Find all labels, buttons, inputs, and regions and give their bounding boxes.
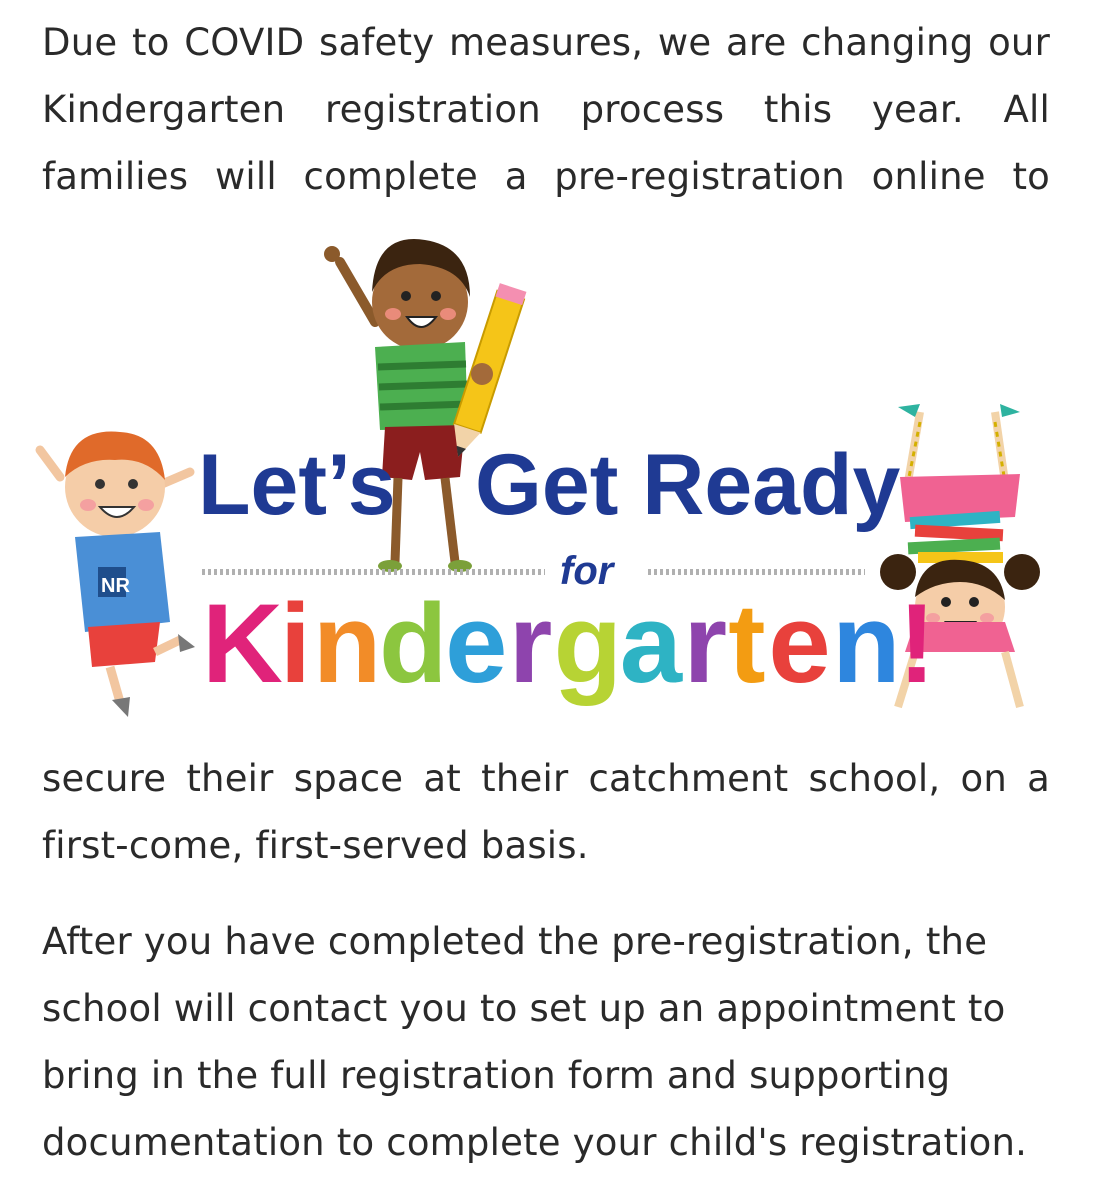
banner-kindergarten-word xyxy=(202,581,935,706)
banner-lets-text: Let’s xyxy=(198,437,396,533)
kindergarten-letter: r xyxy=(508,581,553,706)
kindergarten-letter: g xyxy=(553,581,623,706)
logo-text: NR xyxy=(101,575,130,597)
space-paragraph xyxy=(42,745,1050,879)
banner-for-text: for xyxy=(560,549,614,593)
kindergarten-letter: r xyxy=(683,581,728,706)
banner-get-ready-text: Get Ready xyxy=(475,437,901,533)
space-line-2: first-come, first-served basis. xyxy=(42,824,589,867)
kindergarten-letter: K xyxy=(202,581,283,706)
kindergarten-letter: t xyxy=(728,581,766,706)
appointment-line-1: After you have completed the pre-registration, the xyxy=(42,920,988,963)
kindergarten-letter: d xyxy=(379,581,448,706)
kindergarten-letter: ! xyxy=(898,581,936,706)
appointment-paragraph xyxy=(42,908,1050,1176)
intro-line-3: families will complete a pre-registration online to xyxy=(42,155,1050,198)
kindergarten-letter: i xyxy=(279,581,312,706)
appointment-line-3: bring in the full registration form and supporting xyxy=(42,1054,951,1097)
space-line-1: secure their space at their catchment school, on a xyxy=(42,757,1050,800)
kindergarten-letter: n xyxy=(312,581,382,706)
intro-line-1: Due to COVID safety measures, we are changing our xyxy=(42,21,1050,64)
kindergarten-letter: a xyxy=(619,581,683,706)
intro-line-2: Kindergarten registration process this year. All xyxy=(42,88,1050,131)
appointment-line-2: school will contact you to set up an appointment to xyxy=(42,987,1006,1030)
kindergarten-banner-illustration xyxy=(20,222,1070,732)
intro-paragraph xyxy=(42,9,1050,210)
kindergarten-letter: e xyxy=(768,581,831,706)
left-kid-illustration xyxy=(40,432,195,717)
kindergarten-letter: n xyxy=(832,581,901,706)
appointment-line-4: documentation to complete your child's registration. xyxy=(42,1121,1028,1164)
kindergarten-letter: e xyxy=(445,581,508,706)
